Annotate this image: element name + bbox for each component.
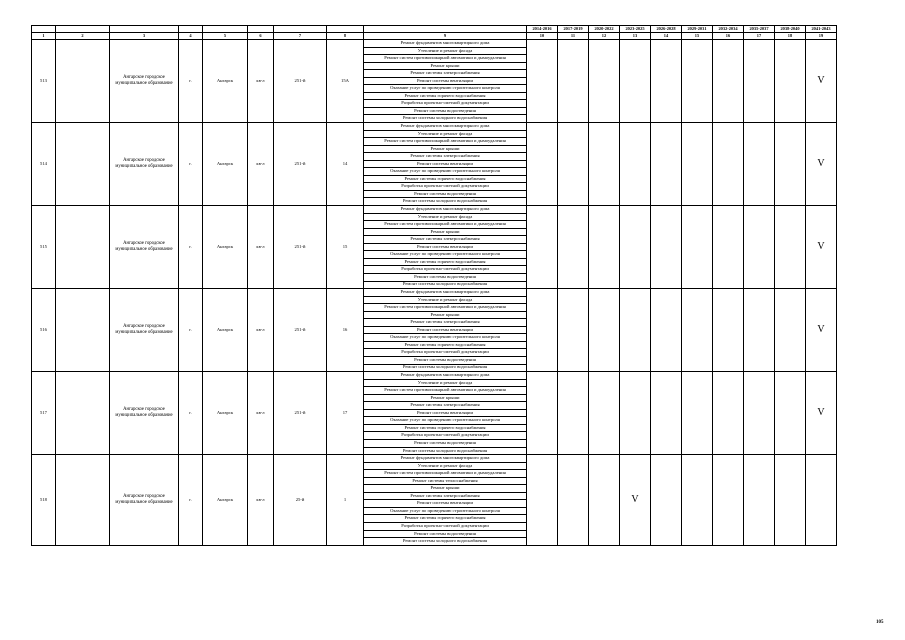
column-number-cell: 16 [713,33,744,40]
empty-cell [56,40,110,123]
period-cell [775,123,806,206]
period-cell [558,289,589,372]
work-type-cell: Ремонт фундаментов многоквартирного дома [364,123,527,131]
period-cell [775,455,806,546]
work-type-cell: Ремонт фундаментов многоквартирного дома [364,206,527,214]
period-cell [589,455,620,546]
work-type-cell: Ремонт систем противопожарной автоматики и дымоудаления [364,138,527,146]
quarter-cell: 251-й [274,40,327,123]
work-type-cell: Утепление и ремонт фасада [364,213,527,221]
work-type-cell: Ремонт системы электроснабжения [364,236,527,244]
house-number-cell: 16 [327,289,364,372]
work-type-cell: Ремонт систем противопожарной автоматики и дымоудаления [364,387,527,395]
period-header-cell: 2017-2019 [558,26,589,33]
period-header-cell: 2026-2028 [651,26,682,33]
period-cell [620,289,651,372]
row-number-cell: 515 [32,206,56,289]
settlement-type-cell: г. [179,123,203,206]
quarter-cell: 251-й [274,206,327,289]
city-cell: Ангарск [203,123,248,206]
work-type-cell: Утепление и ремонт фасада [364,130,527,138]
work-type-cell: Ремонт систем противопожарной автоматики и дымоудаления [364,304,527,312]
period-cell [775,372,806,455]
period-cell [713,123,744,206]
work-type-cell: Ремонт системы электроснабжения [364,492,527,500]
period-cell [620,40,651,123]
work-type-cell: Разработка проектно-сметной документации [364,432,527,440]
house-number-cell: 15 [327,206,364,289]
header-blank-cell [110,26,179,33]
table-body [32,26,837,546]
period-header-row [32,26,837,33]
period-cell [744,40,775,123]
period-header-cell: 2023-2025 [620,26,651,33]
column-number-cell: 8 [327,33,364,40]
house-number-cell: 15А [327,40,364,123]
period-cell [682,40,713,123]
period-cell [682,123,713,206]
area-type-cell: кв-л [248,123,274,206]
work-type-cell: Утепление и ремонт фасада [364,379,527,387]
work-type-cell: Ремонт систем противопожарной автоматики и дымоудаления [364,470,527,478]
work-type-cell: Ремонт фундаментов многоквартирного дома [364,289,527,297]
column-number-cell: 19 [806,33,837,40]
work-type-cell: Ремонт системы электроснабжения [364,402,527,410]
row-number-cell: 517 [32,372,56,455]
quarter-cell: 25-й [274,455,327,546]
municipality-cell: Ангарское городское муниципальное образование [110,40,179,123]
column-number-row [32,33,837,40]
header-blank-cell [364,26,527,33]
period-cell [527,455,558,546]
work-type-cell: Ремонт системы водоотведения [364,107,527,115]
page-number: 105 [876,620,884,625]
period-header-cell: 2029-2031 [682,26,713,33]
settlement-type-cell: г. [179,455,203,546]
column-number-cell: 17 [744,33,775,40]
column-number-cell: 1 [32,33,56,40]
column-number-cell: 14 [651,33,682,40]
empty-cell [56,206,110,289]
period-header-cell: 2032-2034 [713,26,744,33]
period-cell [589,289,620,372]
municipality-cell: Ангарское городское муниципальное образование [110,123,179,206]
period-mark-cell: V [806,123,837,206]
work-type-cell: Ремонт систем противопожарной автоматики и дымоудаления [364,221,527,229]
column-number-cell: 15 [682,33,713,40]
column-number-cell: 13 [620,33,651,40]
period-cell [713,206,744,289]
work-type-cell: Утепление и ремонт фасада [364,47,527,55]
row-number-cell: 518 [32,455,56,546]
work-type-cell: Оказание услуг по проведению строительного контроля [364,334,527,342]
work-type-cell: Ремонт системы холодного водоснабжения [364,364,527,372]
table-row [32,455,837,463]
work-type-cell: Разработка проектно-сметной документации [364,100,527,108]
column-number-cell: 6 [248,33,274,40]
house-number-cell: 17 [327,372,364,455]
work-type-cell: Разработка проектно-сметной документации [364,349,527,357]
work-type-cell: Ремонт фундаментов многоквартирного дома [364,40,527,48]
city-cell: Ангарск [203,40,248,123]
work-type-cell: Ремонт крыши [364,485,527,493]
period-cell [527,372,558,455]
period-header-cell: 2041-2043 [806,26,837,33]
period-cell [651,206,682,289]
period-cell [744,123,775,206]
header-blank-cell [248,26,274,33]
period-cell [620,372,651,455]
empty-cell [56,455,110,546]
work-type-cell: Ремонт системы холодного водоснабжения [364,281,527,289]
period-cell [775,289,806,372]
work-type-cell: Оказание услуг по проведению строительного контроля [364,507,527,515]
period-cell [620,206,651,289]
work-type-cell: Оказание услуг по проведению строительного контроля [364,251,527,259]
city-cell: Ангарск [203,372,248,455]
work-type-cell: Ремонт системы горячего водоснабжения [364,92,527,100]
work-type-cell: Ремонт системы водоотведения [364,190,527,198]
period-cell [527,206,558,289]
work-type-cell: Оказание услуг по проведению строительного контроля [364,85,527,93]
header-blank-cell [179,26,203,33]
period-cell [775,40,806,123]
work-type-cell: Оказание услуг по проведению строительного контроля [364,417,527,425]
column-number-cell: 3 [110,33,179,40]
header-blank-cell [274,26,327,33]
work-type-cell: Утепление и ремонт фасада [364,462,527,470]
period-cell [651,372,682,455]
quarter-cell: 251-й [274,289,327,372]
period-header-cell: 2038-2040 [775,26,806,33]
period-mark-cell: V [806,372,837,455]
work-type-cell: Ремонт крыши [364,145,527,153]
work-type-cell: Ремонт системы холодного водоснабжения [364,538,527,546]
period-mark-cell: V [806,206,837,289]
work-type-cell: Ремонт системы водоотведения [364,530,527,538]
period-cell [775,206,806,289]
city-cell: Ангарск [203,206,248,289]
period-cell [744,206,775,289]
column-number-cell: 9 [364,33,527,40]
header-blank-cell [327,26,364,33]
city-cell: Ангарск [203,455,248,546]
work-type-cell: Ремонт системы холодного водоснабжения [364,198,527,206]
municipality-cell: Ангарское городское муниципальное образование [110,289,179,372]
period-mark-cell: V [620,455,651,546]
work-type-cell: Ремонт системы вентиляции [364,500,527,508]
empty-cell [56,289,110,372]
work-type-cell: Ремонт системы горячего водоснабжения [364,515,527,523]
area-type-cell: кв-л [248,455,274,546]
area-type-cell: кв-л [248,372,274,455]
work-type-cell: Ремонт системы вентиляции [364,160,527,168]
period-cell [713,40,744,123]
column-number-cell: 11 [558,33,589,40]
period-cell [744,289,775,372]
column-number-cell: 10 [527,33,558,40]
work-type-cell: Ремонт крыши [364,311,527,319]
period-cell [589,206,620,289]
work-type-cell: Ремонт системы электроснабжения [364,153,527,161]
area-type-cell: кв-л [248,289,274,372]
column-number-cell: 4 [179,33,203,40]
period-header-cell: 2014-2016 [527,26,558,33]
period-cell [558,40,589,123]
settlement-type-cell: г. [179,40,203,123]
settlement-type-cell: г. [179,289,203,372]
municipality-cell: Ангарское городское муниципальное образование [110,372,179,455]
column-number-cell: 5 [203,33,248,40]
column-number-cell: 2 [56,33,110,40]
period-cell [682,455,713,546]
work-type-cell: Ремонт системы горячего водоснабжения [364,341,527,349]
work-type-cell: Ремонт системы вентиляции [364,409,527,417]
period-cell [713,289,744,372]
period-cell [527,289,558,372]
header-blank-cell [203,26,248,33]
period-cell [713,455,744,546]
quarter-cell: 251-й [274,372,327,455]
row-number-cell: 516 [32,289,56,372]
work-type-cell: Ремонт системы теплоснабжения [364,477,527,485]
header-blank-cell [32,26,56,33]
period-cell [589,123,620,206]
work-type-cell: Ремонт системы горячего водоснабжения [364,424,527,432]
house-number-cell: 1 [327,455,364,546]
settlement-type-cell: г. [179,206,203,289]
period-cell [744,372,775,455]
period-header-cell: 2020-2022 [589,26,620,33]
work-type-cell: Ремонт фундаментов многоквартирного дома [364,372,527,380]
work-type-cell: Разработка проектно-сметной документации [364,266,527,274]
period-cell [558,372,589,455]
area-type-cell: кв-л [248,40,274,123]
work-type-cell: Утепление и ремонт фасада [364,296,527,304]
work-type-cell: Ремонт системы вентиляции [364,243,527,251]
work-type-cell: Ремонт фундаментов многоквартирного дома [364,455,527,463]
table-row [32,40,837,48]
work-type-cell: Ремонт крыши [364,394,527,402]
work-type-cell: Ремонт системы электроснабжения [364,319,527,327]
period-cell [713,372,744,455]
table-row [32,289,837,297]
period-cell [651,455,682,546]
work-type-cell: Ремонт крыши [364,228,527,236]
work-type-cell: Ремонт системы водоотведения [364,439,527,447]
work-type-cell: Ремонт системы вентиляции [364,326,527,334]
period-cell [558,123,589,206]
work-type-cell: Разработка проектно-сметной документации [364,183,527,191]
period-mark-cell: V [806,289,837,372]
work-type-cell: Ремонт системы горячего водоснабжения [364,175,527,183]
quarter-cell: 251-й [274,123,327,206]
period-cell [806,455,837,546]
city-cell: Ангарск [203,289,248,372]
municipality-cell: Ангарское городское муниципальное образование [110,455,179,546]
work-type-cell: Ремонт крыши [364,62,527,70]
period-header-cell: 2035-2037 [744,26,775,33]
row-number-cell: 514 [32,123,56,206]
period-cell [744,455,775,546]
table-row [32,372,837,380]
column-number-cell: 7 [274,33,327,40]
period-cell [651,40,682,123]
settlement-type-cell: г. [179,372,203,455]
period-cell [651,123,682,206]
capital-repair-table [31,25,837,546]
period-cell [651,289,682,372]
period-cell [558,206,589,289]
work-type-cell: Ремонт системы холодного водоснабжения [364,447,527,455]
period-mark-cell: V [806,40,837,123]
table-row [32,206,837,214]
municipality-cell: Ангарское городское муниципальное образование [110,206,179,289]
period-cell [527,123,558,206]
header-blank-cell [56,26,110,33]
work-type-cell: Оказание услуг по проведению строительного контроля [364,168,527,176]
row-number-cell: 513 [32,40,56,123]
house-number-cell: 14 [327,123,364,206]
empty-cell [56,123,110,206]
work-type-cell: Разработка проектно-сметной документации [364,523,527,531]
work-type-cell: Ремонт системы электроснабжения [364,70,527,78]
empty-cell [56,372,110,455]
work-type-cell: Ремонт системы водоотведения [364,273,527,281]
period-cell [682,206,713,289]
period-cell [527,40,558,123]
period-cell [589,40,620,123]
table-row [32,123,837,131]
area-type-cell: кв-л [248,206,274,289]
work-type-cell: Ремонт системы вентиляции [364,77,527,85]
work-type-cell: Ремонт системы горячего водоснабжения [364,258,527,266]
column-number-cell: 18 [775,33,806,40]
period-cell [589,372,620,455]
period-cell [682,372,713,455]
period-cell [620,123,651,206]
work-type-cell: Ремонт систем противопожарной автоматики и дымоудаления [364,55,527,63]
period-cell [682,289,713,372]
work-type-cell: Ремонт системы водоотведения [364,356,527,364]
work-type-cell: Ремонт системы холодного водоснабжения [364,115,527,123]
period-cell [558,455,589,546]
column-number-cell: 12 [589,33,620,40]
registry-sheet [31,25,837,546]
